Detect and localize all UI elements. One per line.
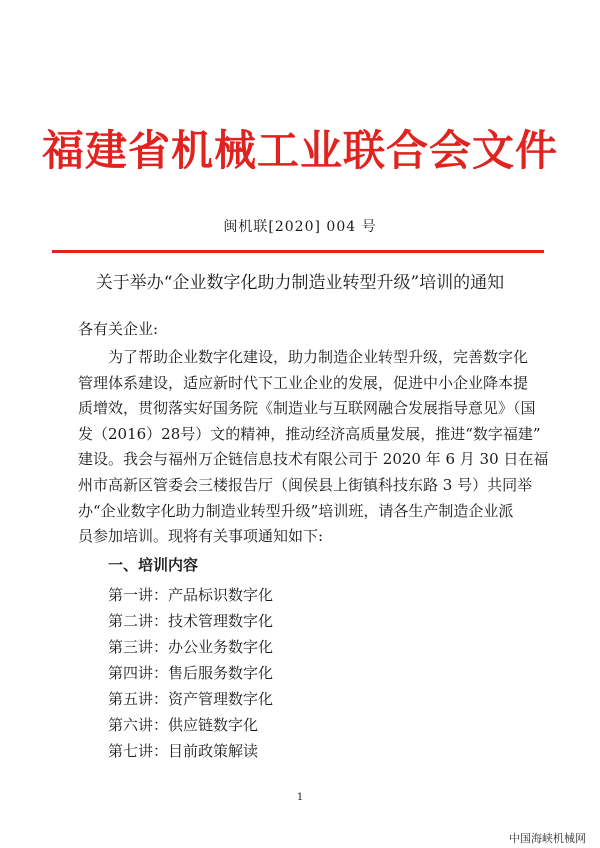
paragraph-line: 为了帮助企业数字化建设，助力制造企业转型升级，完善数字化 [108, 348, 529, 366]
lecture-item: 第六讲：供应链数字化 [108, 716, 259, 734]
paragraph-line: 质增效，贯彻落实好国务院《制造业与互联网融合发展指导意见》（国 [78, 399, 536, 418]
notice-title: 关于举办“企业数字化助力制造业转型升级”培训的通知 [95, 273, 505, 293]
lecture-item: 第二讲：技术管理数字化 [108, 612, 274, 630]
lecture-item: 第七讲：目前政策解读 [108, 742, 259, 760]
page-number: 1 [296, 792, 304, 803]
body-paragraph [78, 345, 549, 550]
document-number: 闽机联[2020] 004 号 [223, 219, 377, 235]
lecture-item: 第四讲：售后服务数字化 [108, 664, 274, 682]
red-divider-line [52, 250, 544, 253]
paragraph-line: 员参加培训。现将有关事项通知如下: [78, 527, 324, 546]
paragraph-line: 办“企业数字化助力制造业转型升级”培训班，请各生产制造企业派 [78, 501, 514, 520]
section-heading: 一、培训内容 [108, 556, 199, 574]
masthead-title: 福建省机械工业联合会文件 [41, 126, 558, 175]
salutation: 各有关企业: [78, 320, 159, 338]
site-watermark: 中国海峡机械网 [509, 832, 586, 845]
lecture-item: 第五讲：资产管理数字化 [108, 690, 274, 708]
paragraph-line: 州市高新区管委会三楼报告厅（闽侯县上街镇科技东路 3 号）共同举 [78, 475, 533, 494]
lecture-list [108, 582, 273, 764]
paragraph-line: 管理体系建设，适应新时代下工业企业的发展，促进中小企业降本提 [78, 373, 529, 392]
paragraph-line: 建设。我会与福州万企链信息技术有限公司于 2020 年 6 月 30 日在福 [78, 450, 549, 469]
lecture-item: 第一讲：产品标识数字化 [108, 586, 274, 604]
lecture-item: 第三讲：办公业务数字化 [108, 638, 274, 656]
paragraph-line: 发（2016）28号）文的精神，推动经济高质量发展，推进“数字福建” [78, 424, 541, 443]
